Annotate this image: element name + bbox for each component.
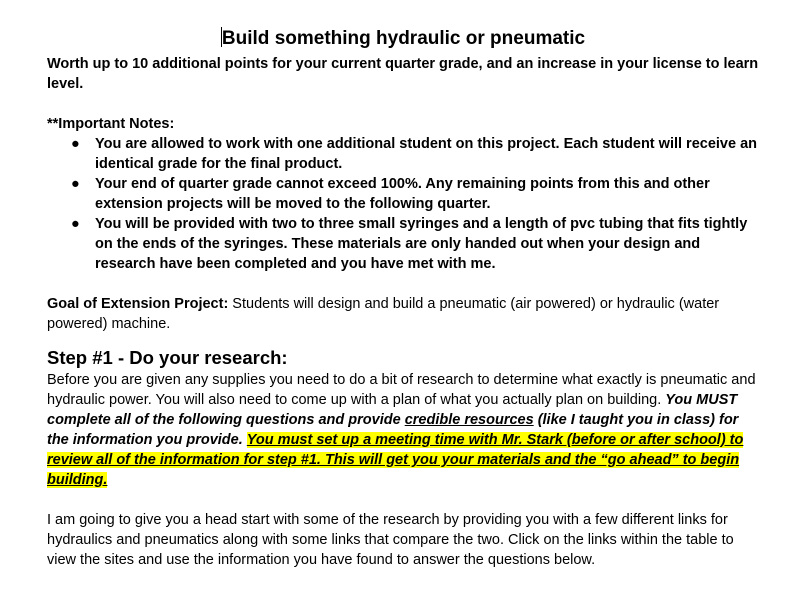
notes-heading: **Important Notes: — [47, 116, 175, 132]
notes-list — [47, 134, 759, 274]
note-text: You are allowed to work with one additional student on this project. Each student will receive an identical grade for the final product. — [95, 136, 758, 172]
note-text: Your end of quarter grade cannot exceed 100%. Any remaining points from this and other extension projects will be moved to the following quarter. — [95, 176, 710, 212]
note-text: You will be provided with two to three small syringes and a length of pvc tubing that fits tightly on the ends of the syringes. These materials are only handed out when your design and research have been completed and you have met with me. — [95, 216, 748, 272]
step1-paragraph — [47, 370, 759, 490]
goal-label: Goal of Extension Project: — [47, 296, 229, 312]
step1-heading: Step #1 - Do your research: — [47, 347, 288, 368]
credible-resources-text: credible resources — [404, 412, 534, 428]
list-item — [71, 214, 759, 274]
list-item — [71, 174, 759, 214]
document-title — [47, 26, 759, 52]
meeting-highlight: You must set up a meeting time with Mr. Stark (before or after school) to review all of the information for step #1. This will get you your materials and the “go ahead” to begin building. — [47, 432, 744, 488]
step1-plain-text: Before you are given any supplies you need to do a bit of research to determine what exactly is pneumatic and hydraulic power. You will also need to come up with a plan of what you actually plan on building. — [47, 372, 756, 408]
bullet-icon: ● — [71, 136, 80, 152]
list-item — [71, 134, 759, 174]
bullet-icon: ● — [71, 176, 80, 192]
goal-paragraph — [47, 294, 759, 334]
bullet-icon: ● — [71, 216, 80, 232]
closing-paragraph: I am going to give you a head start with some of the research by providing you with a few different links for hydraulics and pneumatics along with some links that compare the two. Click on the links within the table to view the sites and use the information you have found to answer the questions below. — [47, 512, 734, 568]
step1-emphasis-b: (like I taught you in class) for the information you provide. — [47, 412, 739, 448]
step1-emphasis-a: You MUST complete all of the following questions and provide — [47, 392, 738, 428]
intro-paragraph: Worth up to 10 additional points for your current quarter grade, and an increase in your license to learn level. — [47, 56, 759, 92]
document-title-text: Build something hydraulic or pneumatic — [221, 28, 586, 49]
goal-text: Students will design and build a pneumatic (air powered) or hydraulic (water powered) machine. — [47, 296, 720, 332]
document-page — [47, 26, 759, 570]
